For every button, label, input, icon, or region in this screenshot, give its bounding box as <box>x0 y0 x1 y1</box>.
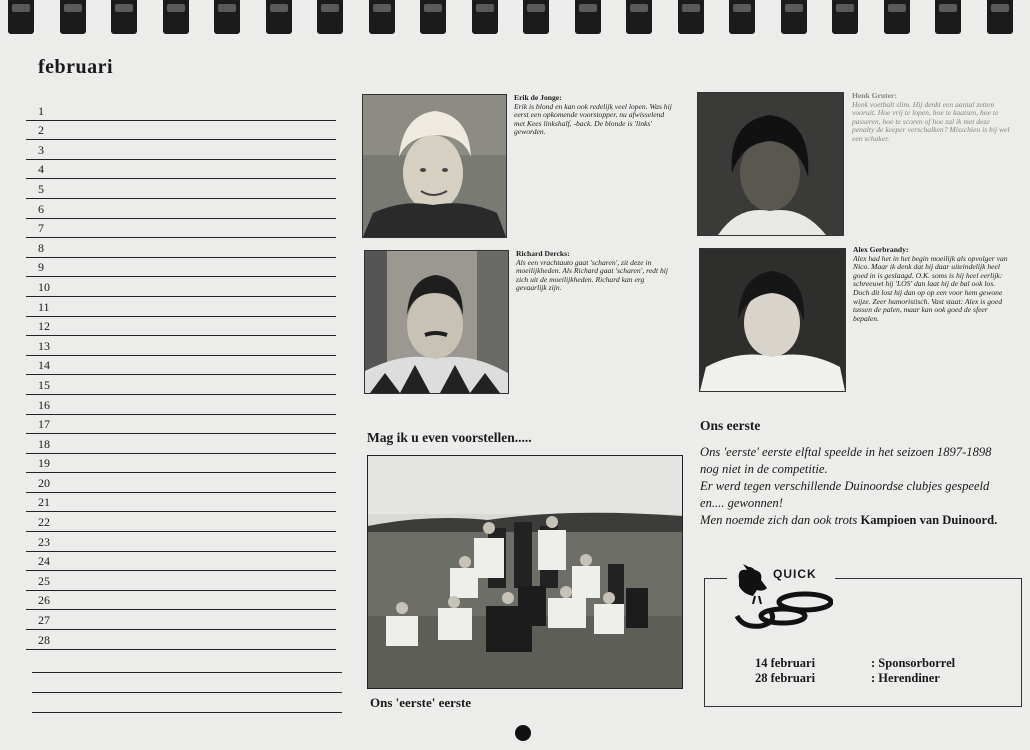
binding-ring <box>884 0 910 34</box>
day-row <box>26 101 336 121</box>
bio-text: Erik is blond en kan ook redelijk veel lopen. Was hij eerst een opkomende voorstopper, nu afwisselend met Kees linkshalf, -back. De blonde is 'links' geworden. <box>514 101 672 137</box>
blank-line <box>32 712 342 713</box>
binding-ring <box>420 0 446 34</box>
day-row <box>26 356 336 376</box>
day-row <box>26 630 336 650</box>
story-line: en.... gewonnen! <box>700 496 783 510</box>
event-row <box>755 671 955 686</box>
portrait-henk <box>697 92 844 236</box>
day-row <box>26 454 336 474</box>
day-number: 26 <box>38 593 50 608</box>
story-line-last <box>700 512 1020 529</box>
event-date: 28 februari <box>755 671 816 685</box>
story-line: Er werd tegen verschillende Duinoordse clubjes gespeeld <box>700 479 990 493</box>
binding-ring <box>317 0 343 34</box>
blank-line <box>32 672 342 673</box>
bio-text: Als een vrachtauto gaat 'scharen', zit deze in moeilijkheden. Als Richard gaat 'scharen', redt hij zich uit de moeilijkheden. Richard kan erg gevaarlijk zijn. <box>516 257 669 293</box>
ons-eerste-text <box>700 444 1020 529</box>
binding-ring <box>8 0 34 34</box>
story-line: Men noemde zich dan ook trots <box>700 513 858 527</box>
binding-ring <box>987 0 1013 34</box>
day-row <box>26 219 336 239</box>
day-row <box>26 395 336 415</box>
day-number: 21 <box>38 495 50 510</box>
day-number: 4 <box>38 162 44 177</box>
day-row <box>26 493 336 513</box>
event-row <box>755 656 955 671</box>
day-number: 3 <box>38 142 44 157</box>
bio-alex <box>853 246 1013 323</box>
day-row <box>26 258 336 278</box>
binding-ring <box>832 0 858 34</box>
bio-text: Henk voetbalt slim. Hij denkt een aantal zetten vooruit. Hoe vrij te lopen, hoe te kaatsen, hoe te passeren, hoe te scoren of hoe zal ik met deze penalty de keeper verschalken? Misschien is hij wel een schaker. <box>852 99 1010 143</box>
ons-eerste-heading: Ons eerste <box>700 418 761 433</box>
blank-line <box>32 692 342 693</box>
portrait-alex <box>699 248 846 392</box>
day-number: 10 <box>38 279 50 294</box>
bio-name: Alex Gerbrandy: <box>853 245 909 254</box>
story-line: nog niet in de competitie. <box>700 462 828 476</box>
day-number: 19 <box>38 456 50 471</box>
team-caption: Ons 'eerste' eerste <box>370 695 472 710</box>
binding-ring <box>163 0 189 34</box>
event-list <box>755 656 955 686</box>
binding-ring <box>472 0 498 34</box>
quick-logo-text: QUICK <box>773 567 817 581</box>
binding-ring <box>626 0 652 34</box>
month-title: februari <box>38 56 114 78</box>
day-number: 14 <box>38 358 50 373</box>
binding-ring <box>60 0 86 34</box>
day-number: 8 <box>38 240 44 255</box>
page-marker-icon <box>515 725 531 741</box>
day-number: 27 <box>38 613 50 628</box>
day-row <box>26 179 336 199</box>
binding-ring <box>111 0 137 34</box>
day-row <box>26 591 336 611</box>
day-row <box>26 473 336 493</box>
day-number: 17 <box>38 417 50 432</box>
portrait-richard <box>364 250 509 394</box>
day-number: 24 <box>38 554 50 569</box>
day-number: 28 <box>38 632 50 647</box>
day-row <box>26 415 336 435</box>
day-number: 6 <box>38 201 44 216</box>
day-number: 12 <box>38 319 50 334</box>
day-row <box>26 571 336 591</box>
day-row <box>26 238 336 258</box>
binding-ring <box>575 0 601 34</box>
portrait-erik <box>362 94 507 238</box>
event-name: : Herendiner <box>871 671 940 685</box>
day-row <box>26 434 336 454</box>
story-line: Ons 'eerste' eerste elftal speelde in het seizoen 1897-1898 <box>700 445 992 459</box>
day-row <box>26 317 336 337</box>
team-photo <box>367 455 683 689</box>
binding-ring <box>781 0 807 34</box>
bio-name: Henk Gruter: <box>852 91 897 100</box>
day-number: 18 <box>38 436 50 451</box>
day-number: 7 <box>38 221 44 236</box>
day-number: 5 <box>38 181 44 196</box>
binding-ring <box>369 0 395 34</box>
day-number: 16 <box>38 397 50 412</box>
day-row <box>26 336 336 356</box>
bio-name: Erik de Jonge: <box>514 93 562 102</box>
day-row <box>26 552 336 572</box>
event-date: 14 februari <box>755 656 816 670</box>
day-row <box>26 277 336 297</box>
day-row <box>26 297 336 317</box>
day-row <box>26 512 336 532</box>
section-heading: Mag ik u even voorstellen..... <box>367 430 532 445</box>
day-row <box>26 610 336 630</box>
day-number: 1 <box>38 103 44 118</box>
day-number: 20 <box>38 475 50 490</box>
binding-ring <box>729 0 755 34</box>
binding-ring <box>214 0 240 34</box>
day-number: 13 <box>38 338 50 353</box>
bio-richard <box>516 250 674 293</box>
day-row <box>26 140 336 160</box>
day-number: 25 <box>38 573 50 588</box>
day-row <box>26 199 336 219</box>
binding-ring <box>678 0 704 34</box>
day-number: 11 <box>38 299 50 314</box>
binding-ring <box>523 0 549 34</box>
day-row <box>26 532 336 552</box>
bio-erik <box>514 94 674 137</box>
day-number: 2 <box>38 123 44 138</box>
bio-name: Richard Dercks: <box>516 249 570 258</box>
day-list <box>26 101 336 650</box>
binding-ring <box>266 0 292 34</box>
day-number: 23 <box>38 534 50 549</box>
day-number: 9 <box>38 260 44 275</box>
spiral-binding <box>0 0 1030 36</box>
day-number: 15 <box>38 377 50 392</box>
day-row <box>26 121 336 141</box>
day-row <box>26 375 336 395</box>
binding-ring <box>935 0 961 34</box>
day-row <box>26 160 336 180</box>
day-number: 22 <box>38 515 50 530</box>
kampioen-text: Kampioen van Duinoord. <box>860 513 998 527</box>
bio-henk <box>852 92 1012 144</box>
event-name: : Sponsorborrel <box>871 656 956 670</box>
bio-text: Alex had het in het begin moeilijk als opvolger van Nico. Maar ik denk dat hij daar uiteindelijk heel goed in is geslaagd. O.K. soms is hij heel eerlijk: schreeuwt hij 'LOS' dan laat hij de bal ook los. Doch dit lost hij dan op op een voor hem gewone wijze. Zeer humoristisch. Vast staat: Alex is goed tussen de palen, maar kan ook goed de sfeer bepalen. <box>853 253 1008 323</box>
